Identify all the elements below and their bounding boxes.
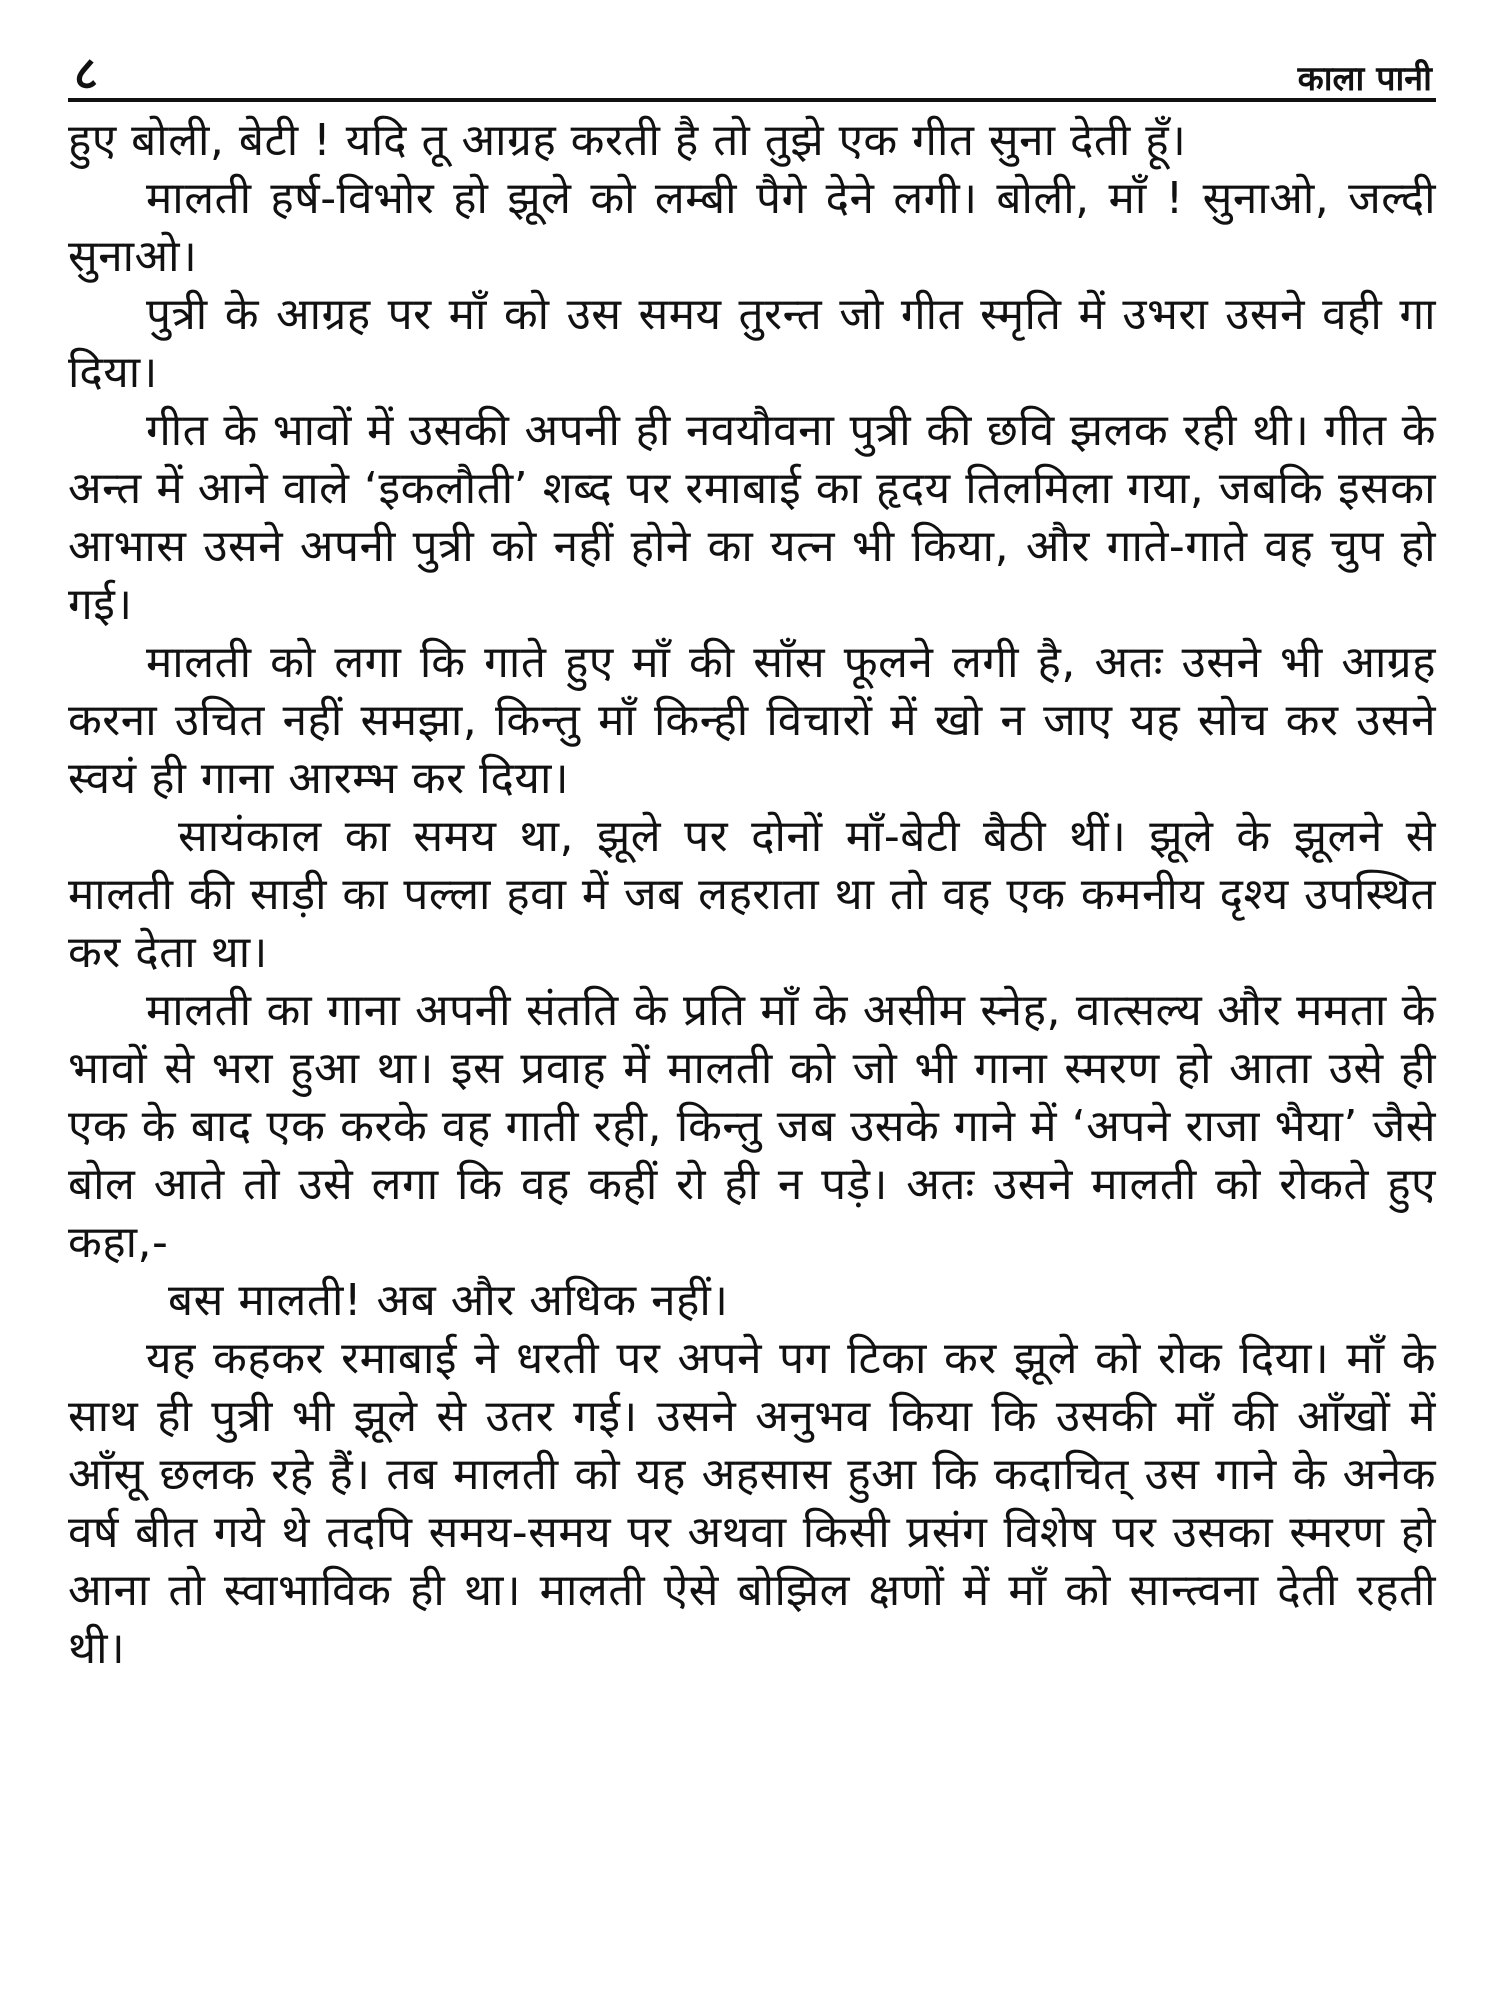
paragraph: सायंकाल का समय था, झूले पर दोनों माँ-बेटी बैठी थीं। झूले के झूलने से मालती की साड़ी का पल्ला हवा में जब लहराता था तो वह एक कमनीय दृश्य उपस्थित कर देता था। bbox=[68, 811, 1436, 978]
paragraph-continued: हुए बोली, बेटी ! यदि तू आग्रह करती है तो तुझे एक गीत सुना देती हूँ। bbox=[68, 115, 1187, 166]
book-title: काला पानी bbox=[1297, 59, 1432, 99]
paragraph: यह कहकर रमाबाई ने धरती पर अपने पग टिका कर झूले को रोक दिया। माँ के साथ ही पुत्री भी झूले से उतर गई। उसने अनुभव किया कि उसकी माँ की आँखों में आँसू छलक रहे हैं। तब मालती को यह अहसास हुआ कि कदाचित् उस गाने के अनेक वर्ष बीत गये थे तदपि समय-समय पर अथवा किसी प्रसंग विशेष पर उसका स्मरण हो आना तो स्वाभाविक ही था। मालती ऐसे बोझिल क्षणों में माँ को सान्त्वना देती रहती थी। bbox=[68, 1333, 1436, 1674]
paragraph: मालती का गाना अपनी संतति के प्रति माँ के असीम स्नेह, वात्सल्य और ममता के भावों से भरा हुआ था। इस प्रवाह में मालती को जो भी गाना स्मरण हो आता उसे ही एक के बाद एक करके वह गाती रही, किन्तु जब उसके गाने में ‘अपने राजा भैया’ जैसे बोल आते तो उसे लगा कि वह कहीं रो ही न पड़े। अतः उसने मालती को रोकते हुए कहा,- bbox=[68, 985, 1436, 1268]
paragraph: मालती को लगा कि गाते हुए माँ की साँस फूलने लगी है, अतः उसने भी आग्रह करना उचित नहीं समझा, किन्तु माँ किन्ही विचारों में खो न जाए यह सोच कर उसने स्वयं ही गाना आरम्भ कर दिया। bbox=[68, 637, 1436, 804]
book-page bbox=[68, 40, 1436, 1678]
paragraph: पुत्री के आग्रह पर माँ को उस समय तुरन्त जो गीत स्मृति में उभरा उसने वही गा दिया। bbox=[68, 289, 1436, 398]
body-text bbox=[68, 112, 1436, 1678]
paragraph: गीत के भावों में उसकी अपनी ही नवयौवना पुत्री की छवि झलक रही थी। गीत के अन्त में आने वाले ‘इकलौती’ शब्द पर रमाबाई का हृदय तिलमिला गया, जबकि इसका आभास उसने अपनी पुत्री को नहीं होने का यत्न भी किया, और गाते-गाते वह चुप हो गई। bbox=[68, 405, 1436, 630]
running-header bbox=[68, 40, 1436, 102]
page-number: ८ bbox=[74, 46, 98, 100]
paragraph: मालती हर्ष-विभोर हो झूले को लम्बी पैगे देने लगी। बोली, माँ ! सुनाओ, जल्दी सुनाओ। bbox=[68, 173, 1436, 282]
dialogue-line: बस मालती! अब और अधिक नहीं। bbox=[168, 1275, 729, 1326]
